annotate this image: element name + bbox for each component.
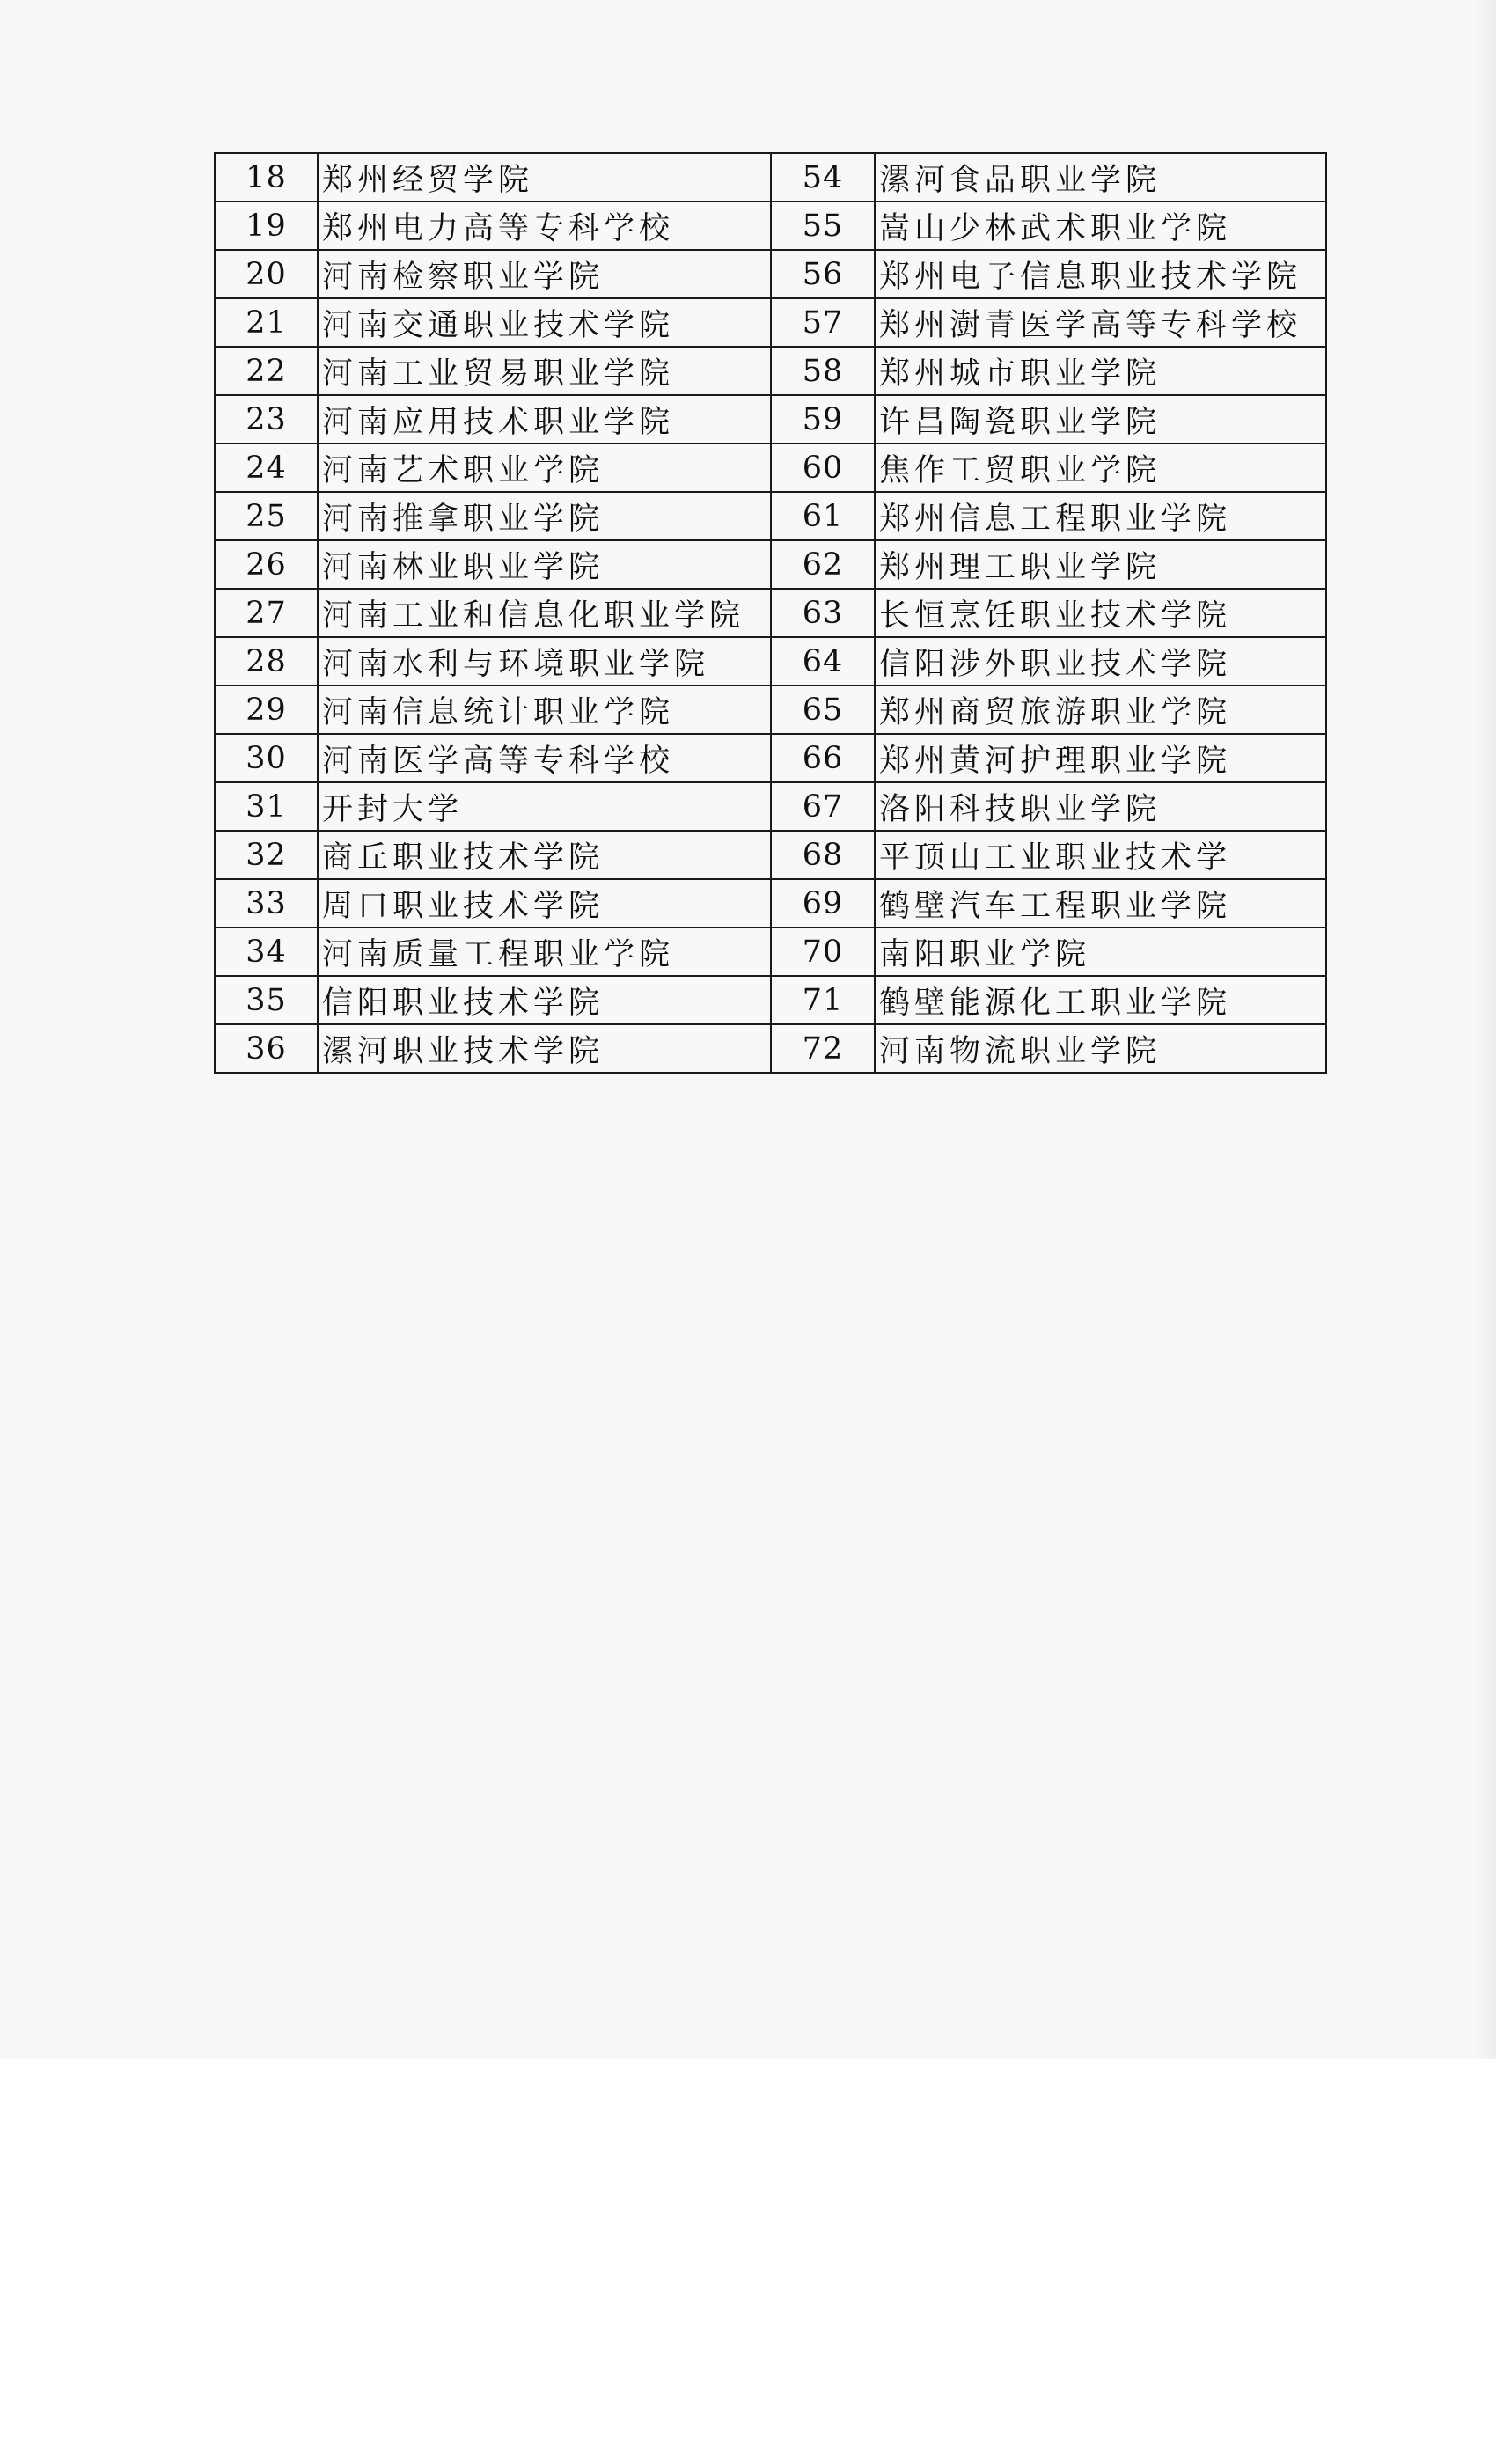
right-number-cell: 70 [771, 928, 875, 976]
right-number-cell: 55 [771, 202, 875, 250]
right-number-cell: 72 [771, 1024, 875, 1073]
left-institution-cell: 河南推拿职业学院 [318, 492, 771, 540]
left-institution-cell: 河南林业职业学院 [318, 540, 771, 589]
right-institution-cell: 信阳涉外职业技术学院 [875, 637, 1326, 686]
left-number-cell: 25 [215, 492, 318, 540]
right-institution-cell: 河南物流职业学院 [875, 1024, 1326, 1073]
left-institution-cell: 河南质量工程职业学院 [318, 928, 771, 976]
left-institution-cell: 周口职业技术学院 [318, 879, 771, 928]
right-institution-cell: 平顶山工业职业技术学 [875, 831, 1326, 879]
left-institution-cell: 河南医学高等专科学校 [318, 734, 771, 782]
left-institution-cell: 河南信息统计职业学院 [318, 686, 771, 734]
table-row [215, 492, 1326, 540]
right-number-cell: 69 [771, 879, 875, 928]
left-number-cell: 22 [215, 347, 318, 395]
table-row [215, 444, 1326, 492]
table-row [215, 831, 1326, 879]
right-institution-cell: 许昌陶瓷职业学院 [875, 395, 1326, 444]
table-body [215, 153, 1326, 1073]
right-institution-cell: 郑州黄河护理职业学院 [875, 734, 1326, 782]
left-number-cell: 34 [215, 928, 318, 976]
right-number-cell: 66 [771, 734, 875, 782]
left-institution-cell: 河南水利与环境职业学院 [318, 637, 771, 686]
left-institution-cell: 开封大学 [318, 782, 771, 831]
right-institution-cell: 郑州商贸旅游职业学院 [875, 686, 1326, 734]
right-number-cell: 61 [771, 492, 875, 540]
left-institution-cell: 信阳职业技术学院 [318, 976, 771, 1024]
table-row [215, 686, 1326, 734]
right-institution-cell: 长恒烹饪职业技术学院 [875, 589, 1326, 637]
right-number-cell: 62 [771, 540, 875, 589]
table-row [215, 1024, 1326, 1073]
left-institution-cell: 河南应用技术职业学院 [318, 395, 771, 444]
left-number-cell: 36 [215, 1024, 318, 1073]
table-row [215, 734, 1326, 782]
left-institution-cell: 河南工业贸易职业学院 [318, 347, 771, 395]
left-institution-cell: 河南检察职业学院 [318, 250, 771, 298]
table-row [215, 540, 1326, 589]
right-institution-cell: 洛阳科技职业学院 [875, 782, 1326, 831]
table-row [215, 637, 1326, 686]
left-number-cell: 23 [215, 395, 318, 444]
left-number-cell: 30 [215, 734, 318, 782]
table-row [215, 202, 1326, 250]
table-row [215, 250, 1326, 298]
right-institution-cell: 南阳职业学院 [875, 928, 1326, 976]
left-number-cell: 31 [215, 782, 318, 831]
right-institution-cell: 郑州理工职业学院 [875, 540, 1326, 589]
right-institution-cell: 嵩山少林武术职业学院 [875, 202, 1326, 250]
right-number-cell: 59 [771, 395, 875, 444]
table-row [215, 589, 1326, 637]
right-institution-cell: 郑州澍青医学高等专科学校 [875, 298, 1326, 347]
left-number-cell: 32 [215, 831, 318, 879]
table-row [215, 879, 1326, 928]
left-number-cell: 28 [215, 637, 318, 686]
left-number-cell: 35 [215, 976, 318, 1024]
right-institution-cell: 郑州电子信息职业技术学院 [875, 250, 1326, 298]
table-row [215, 782, 1326, 831]
right-number-cell: 67 [771, 782, 875, 831]
right-number-cell: 64 [771, 637, 875, 686]
left-number-cell: 27 [215, 589, 318, 637]
right-institution-cell: 郑州信息工程职业学院 [875, 492, 1326, 540]
left-institution-cell: 河南工业和信息化职业学院 [318, 589, 771, 637]
right-institution-cell: 郑州城市职业学院 [875, 347, 1326, 395]
left-institution-cell: 商丘职业技术学院 [318, 831, 771, 879]
right-institution-cell: 鹤壁汽车工程职业学院 [875, 879, 1326, 928]
right-institution-cell: 漯河食品职业学院 [875, 153, 1326, 202]
left-institution-cell: 河南交通职业技术学院 [318, 298, 771, 347]
left-institution-cell: 郑州电力高等专科学校 [318, 202, 771, 250]
left-number-cell: 33 [215, 879, 318, 928]
right-number-cell: 56 [771, 250, 875, 298]
table-row [215, 347, 1326, 395]
table-row [215, 395, 1326, 444]
left-number-cell: 18 [215, 153, 318, 202]
right-number-cell: 60 [771, 444, 875, 492]
table-row [215, 928, 1326, 976]
left-number-cell: 29 [215, 686, 318, 734]
right-number-cell: 57 [771, 298, 875, 347]
left-number-cell: 20 [215, 250, 318, 298]
right-institution-cell: 鹤壁能源化工职业学院 [875, 976, 1326, 1024]
left-number-cell: 26 [215, 540, 318, 589]
right-number-cell: 71 [771, 976, 875, 1024]
institution-list-table [214, 152, 1327, 1074]
right-number-cell: 68 [771, 831, 875, 879]
right-number-cell: 65 [771, 686, 875, 734]
left-number-cell: 24 [215, 444, 318, 492]
table-row [215, 298, 1326, 347]
left-institution-cell: 河南艺术职业学院 [318, 444, 771, 492]
table-row [215, 976, 1326, 1024]
right-number-cell: 58 [771, 347, 875, 395]
right-number-cell: 54 [771, 153, 875, 202]
right-institution-cell: 焦作工贸职业学院 [875, 444, 1326, 492]
left-number-cell: 21 [215, 298, 318, 347]
left-institution-cell: 漯河职业技术学院 [318, 1024, 771, 1073]
table-row [215, 153, 1326, 202]
left-institution-cell: 郑州经贸学院 [318, 153, 771, 202]
left-number-cell: 19 [215, 202, 318, 250]
right-number-cell: 63 [771, 589, 875, 637]
